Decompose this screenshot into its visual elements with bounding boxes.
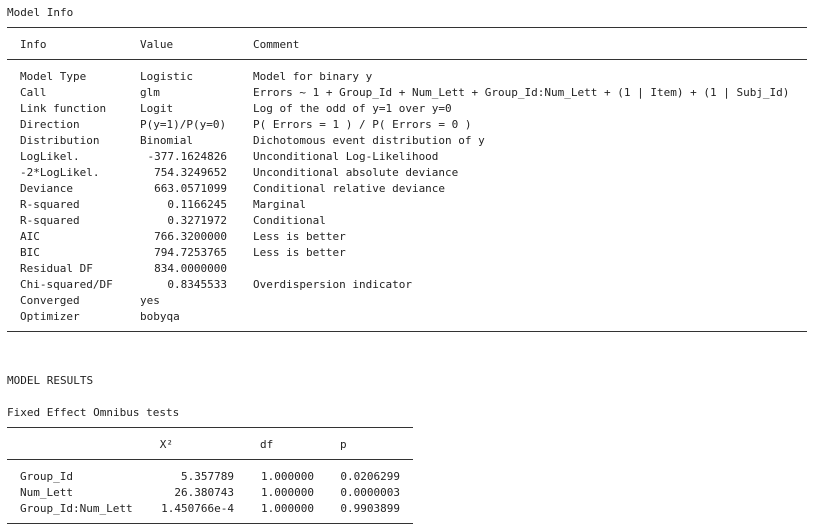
model-info-comment: Model for binary y bbox=[253, 70, 373, 83]
model-info-header-rule bbox=[7, 59, 807, 60]
omnibus-chi2: 1.450766e-4 bbox=[161, 502, 234, 515]
omnibus-p: 0.0206299 bbox=[340, 470, 400, 483]
model-info-label: Distribution bbox=[20, 134, 100, 147]
model-info-header-comment: Comment bbox=[253, 38, 300, 51]
model-info-value: 766.3200000 bbox=[154, 230, 227, 243]
model-info-comment: Less is better bbox=[253, 246, 346, 259]
model-info-value: Binomial bbox=[140, 134, 193, 147]
model-info-comment: Overdispersion indicator bbox=[253, 278, 412, 291]
model-info-value: 663.0571099 bbox=[154, 182, 227, 195]
model-info-label: Call bbox=[20, 86, 47, 99]
omnibus-term: Group_Id:Num_Lett bbox=[20, 502, 133, 515]
model-info-value: bobyqa bbox=[140, 310, 180, 323]
model-info-label: Chi-squared/DF bbox=[20, 278, 113, 291]
model-info-value: glm bbox=[140, 86, 160, 99]
omnibus-term: Num_Lett bbox=[20, 486, 73, 499]
model-info-label: Optimizer bbox=[20, 310, 80, 323]
model-info-label: Model Type bbox=[20, 70, 87, 83]
model-info-comment: Unconditional Log-Likelihood bbox=[253, 150, 439, 163]
model-info-label: AIC bbox=[20, 230, 40, 243]
model-info-label: Direction bbox=[20, 118, 80, 131]
omnibus-tests-title: Fixed Effect Omnibus tests bbox=[7, 406, 180, 419]
omnibus-df: 1.000000 bbox=[261, 502, 314, 515]
model-info-comment: Errors ~ 1 + Group_Id + Num_Lett + Group_Id:Num_Lett + (1 | Item) + (1 | Subj_Id) bbox=[253, 86, 790, 99]
model-info-header-value: Value bbox=[140, 38, 174, 51]
model-info-comment: Marginal bbox=[253, 198, 306, 211]
omnibus-chi2: 5.357789 bbox=[181, 470, 234, 483]
omnibus-header-p: p bbox=[340, 438, 347, 451]
model-info-top-rule bbox=[7, 27, 807, 28]
omnibus-header-chi2: X² bbox=[159, 438, 173, 451]
model-info-comment: Log of the odd of y=1 over y=0 bbox=[253, 102, 452, 115]
model-info-comment: P( Errors = 1 ) / P( Errors = 0 ) bbox=[253, 118, 472, 131]
omnibus-bottom-rule bbox=[7, 523, 413, 524]
omnibus-df: 1.000000 bbox=[261, 470, 314, 483]
omnibus-p: 0.0000003 bbox=[340, 486, 400, 499]
model-info-label: Link function bbox=[20, 102, 107, 115]
model-info-comment: Unconditional absolute deviance bbox=[253, 166, 459, 179]
model-info-bottom-rule bbox=[7, 331, 807, 332]
model-info-comment: Conditional relative deviance bbox=[253, 182, 446, 195]
model-info-value: 794.7253765 bbox=[154, 246, 227, 259]
omnibus-header-df: df bbox=[260, 438, 274, 451]
model-info-label: LogLikel. bbox=[20, 150, 80, 163]
model-info-value: 834.0000000 bbox=[154, 262, 227, 275]
model-info-value: P(y=1)/P(y=0) bbox=[140, 118, 227, 131]
model-info-title: Model Info bbox=[7, 6, 74, 19]
model-info-comment: Less is better bbox=[253, 230, 346, 243]
model-info-header-info: Info bbox=[20, 38, 47, 51]
model-info-label: Converged bbox=[20, 294, 80, 307]
model-info-value: Logit bbox=[140, 102, 174, 115]
model-info-value: 754.3249652 bbox=[154, 166, 227, 179]
model-info-comment: Conditional bbox=[253, 214, 326, 227]
model-info-value: 0.3271972 bbox=[167, 214, 227, 227]
model-info-label: R-squared bbox=[20, 214, 80, 227]
omnibus-chi2: 26.380743 bbox=[174, 486, 234, 499]
model-info-label: Residual DF bbox=[20, 262, 93, 275]
model-info-label: -2*LogLikel. bbox=[20, 166, 100, 179]
omnibus-df: 1.000000 bbox=[261, 486, 314, 499]
model-info-value: 0.8345533 bbox=[167, 278, 227, 291]
model-info-label: Deviance bbox=[20, 182, 73, 195]
model-info-value: -377.1624826 bbox=[147, 150, 227, 163]
model-info-value: Logistic bbox=[140, 70, 193, 83]
model-info-label: R-squared bbox=[20, 198, 80, 211]
omnibus-term: Group_Id bbox=[20, 470, 73, 483]
model-info-label: BIC bbox=[20, 246, 40, 259]
model-info-value: yes bbox=[140, 294, 160, 307]
model-results-title: MODEL RESULTS bbox=[7, 374, 94, 387]
omnibus-p: 0.9903899 bbox=[340, 502, 400, 515]
omnibus-top-rule bbox=[7, 427, 413, 428]
model-info-value: 0.1166245 bbox=[167, 198, 227, 211]
model-info-comment: Dichotomous event distribution of y bbox=[253, 134, 485, 147]
omnibus-header-rule bbox=[7, 459, 413, 460]
